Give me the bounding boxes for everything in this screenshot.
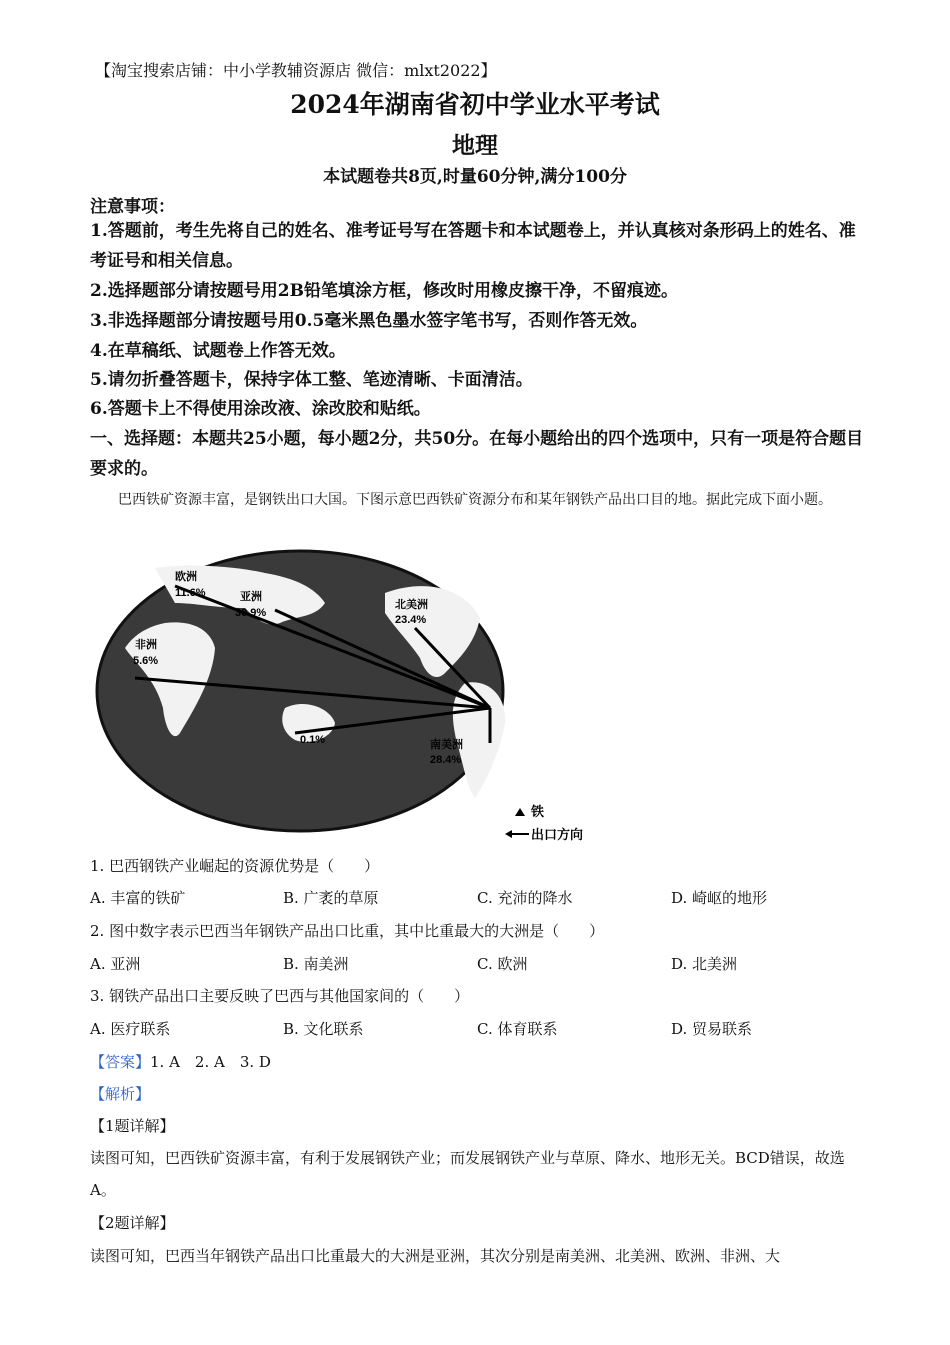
legend-iron: 铁 bbox=[531, 804, 545, 819]
q3-option-d: D. 贸易联系 bbox=[671, 1020, 753, 1038]
answer-label: 【答案】 bbox=[90, 1053, 151, 1071]
q1-option-a: A. 丰富的铁矿 bbox=[90, 889, 186, 907]
q2-option-a: A. 亚洲 bbox=[90, 955, 141, 973]
label-oceania-pct: 0.1% bbox=[300, 734, 326, 746]
label-africa-name: 非洲 bbox=[135, 639, 157, 651]
q1-option-d: D. 崎岖的地形 bbox=[671, 889, 768, 907]
analysis-label: 【解析】 bbox=[90, 1085, 151, 1103]
label-samerica-pct: 28.4% bbox=[430, 754, 462, 766]
q2-option-c: C. 欧洲 bbox=[477, 955, 528, 973]
label-africa-pct: 5.6% bbox=[133, 655, 159, 667]
note-3: 3.非选择题部分请按题号用0.5毫米黑色墨水签字笔书写，否则作答无效。 bbox=[90, 311, 648, 331]
exam-info: 本试题卷共8页,时量60分钟,满分100分 bbox=[323, 167, 627, 187]
q1-option-b: B. 广袤的草原 bbox=[283, 889, 379, 907]
question-2-stem: 2. 图中数字表示巴西当年钢铁产品出口比重，其中比重最大的大洲是（ ） bbox=[90, 922, 605, 940]
q3-option-c: C. 体育联系 bbox=[477, 1020, 558, 1038]
answer-line bbox=[90, 1051, 271, 1072]
label-asia-pct: 30.9% bbox=[235, 607, 267, 619]
banner-text: 【淘宝搜索店铺：中小学教辅资源店 微信：mlxt2022】 bbox=[95, 61, 497, 80]
answer-text: 1. A 2. A 3. D bbox=[150, 1053, 271, 1071]
question-intro: 巴西铁矿资源丰富，是钢铁出口大国。下图示意巴西铁矿资源分布和某年钢铁产品出口目的地。据此完成下面小题。 bbox=[118, 492, 832, 508]
legend-export: 出口方向 bbox=[531, 827, 584, 842]
note-5: 5.请勿折叠答题卡，保持字体工整、笔迹清晰、卡面清洁。 bbox=[90, 370, 533, 390]
question-1-stem: 1. 巴西钢铁产业崛起的资源优势是（ ） bbox=[90, 857, 380, 875]
label-namerica-pct: 23.4% bbox=[395, 614, 427, 626]
world-map-figure bbox=[95, 548, 615, 848]
notes-title: 注意事项： bbox=[90, 197, 175, 217]
note-6: 6.答题卡上不得使用涂改液、涂改胶和贴纸。 bbox=[90, 399, 431, 419]
iron-triangle-icon bbox=[515, 808, 525, 816]
label-europe-name: 欧洲 bbox=[175, 571, 197, 583]
note-1: 1.答题前，考生先将自己的姓名、准考证号写在答题卡和本试题卷上，并认真核对条形码上的姓名、准考证号和相关信息。 bbox=[90, 221, 856, 271]
label-samerica-name: 南美洲 bbox=[430, 739, 463, 751]
subject-title: 地理 bbox=[452, 132, 498, 159]
detail-1-text: 读图可知，巴西铁矿资源丰富，有利于发展钢铁产业；而发展钢铁产业与草原、降水、地形无关。BCD错误，故选A。 bbox=[90, 1149, 845, 1199]
q3-option-a: A. 医疗联系 bbox=[90, 1020, 171, 1038]
detail-2-label: 【2题详解】 bbox=[90, 1214, 175, 1232]
question-3-stem: 3. 钢铁产品出口主要反映了巴西与其他国家间的（ ） bbox=[90, 987, 470, 1005]
detail-2-text: 读图可知，巴西当年钢铁产品出口比重最大的大洲是亚洲，其次分别是南美洲、北美洲、欧洲、非洲、大 bbox=[90, 1247, 781, 1265]
label-asia-name: 亚洲 bbox=[240, 591, 262, 603]
note-2: 2.选择题部分请按题号用2B铅笔填涂方框，修改时用橡皮擦干净，不留痕迹。 bbox=[90, 281, 678, 301]
q3-option-b: B. 文化联系 bbox=[283, 1020, 364, 1038]
label-europe-pct: 11.6% bbox=[175, 587, 206, 599]
label-namerica-name: 北美洲 bbox=[395, 599, 428, 611]
q1-option-c: C. 充沛的降水 bbox=[477, 889, 573, 907]
map-legend bbox=[505, 804, 583, 842]
q2-option-d: D. 北美洲 bbox=[671, 955, 738, 973]
detail-1-label: 【1题详解】 bbox=[90, 1117, 175, 1135]
arrow-left-icon bbox=[505, 830, 512, 838]
section-title: 一、选择题：本题共25小题，每小题2分，共50分。在每小题给出的四个选项中，只有一项是符合题目要求的。 bbox=[90, 429, 864, 479]
note-4: 4.在草稿纸、试题卷上作答无效。 bbox=[90, 341, 346, 361]
exam-title: 2024年湖南省初中学业水平考试 bbox=[290, 90, 660, 119]
q2-option-b: B. 南美洲 bbox=[283, 955, 349, 973]
